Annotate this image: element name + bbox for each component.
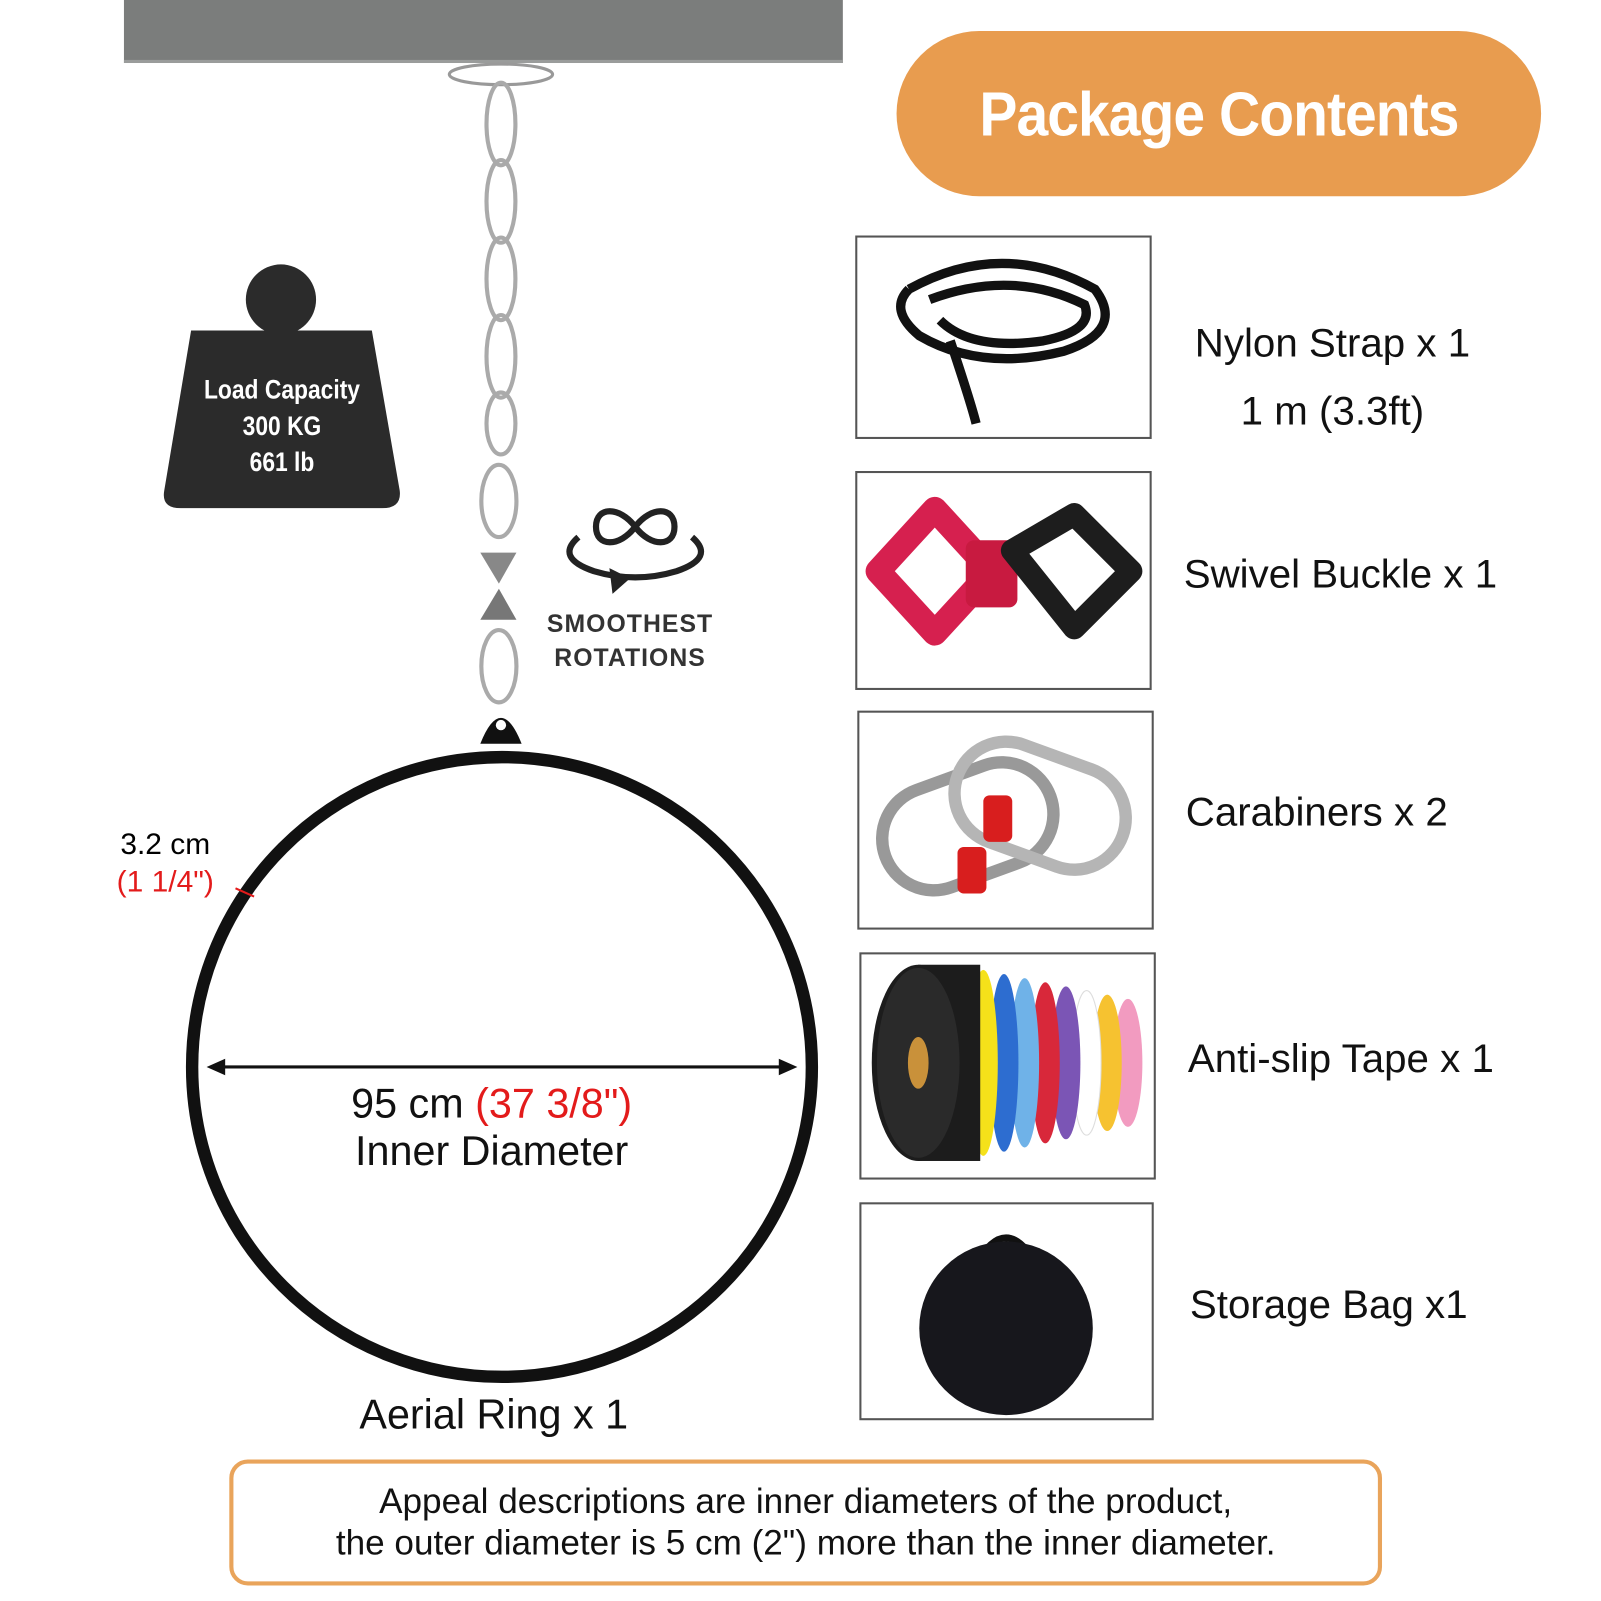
thickness-metric: 3.2 cm [120,828,211,862]
anti-slip-tape-image [859,952,1155,1179]
banner-title: Package Contents [979,79,1459,149]
nylon-strap-image [855,236,1151,439]
storage-bag-image [859,1202,1153,1420]
nylon-strap-label [1178,310,1488,446]
rotation-infinity-icon [553,501,718,599]
rotation-line2: ROTATIONS [554,644,706,673]
note-line1: Appeal descriptions are inner diameters of the product, [379,1482,1233,1522]
swivel-buckle-label: Swivel Buckle x 1 [1183,552,1498,598]
load-capacity-label: Load Capacity [203,373,360,405]
rotation-text [527,607,734,675]
load-capacity-text [181,372,383,480]
diameter-imperial: (37 3/8") [475,1081,633,1127]
diameter-metric: 95 cm [351,1081,464,1127]
storage-bag-label: Storage Bag x1 [1189,1282,1468,1328]
carabiners-image [857,711,1153,930]
aerial-ring-label: Aerial Ring x 1 [359,1392,629,1438]
carabiners-label: Carabiners x 2 [1185,790,1448,835]
ring-diameter [285,1080,698,1175]
anti-slip-tape-label: Anti-slip Tape x 1 [1187,1037,1494,1082]
load-kg: 300 KG [242,410,322,442]
item-label: Nylon Strap x 1 [1194,321,1471,366]
package-contents-banner [897,31,1542,196]
note-line2: the outer diameter is 5 cm (2") more than the inner diameter. [335,1523,1276,1563]
item-sublabel: 1 m (3.3ft) [1240,389,1425,434]
aerial-ring-illustration [0,0,847,1446]
load-lb: 661 lb [249,446,315,478]
thickness-imperial: (1 1/4") [116,865,214,899]
diameter-label: Inner Diameter [355,1128,629,1175]
rotation-line1: SMOOTHEST [546,610,714,639]
diameter-note [229,1459,1382,1585]
ring-thickness [62,826,269,900]
swivel-buckle-image [855,471,1151,690]
